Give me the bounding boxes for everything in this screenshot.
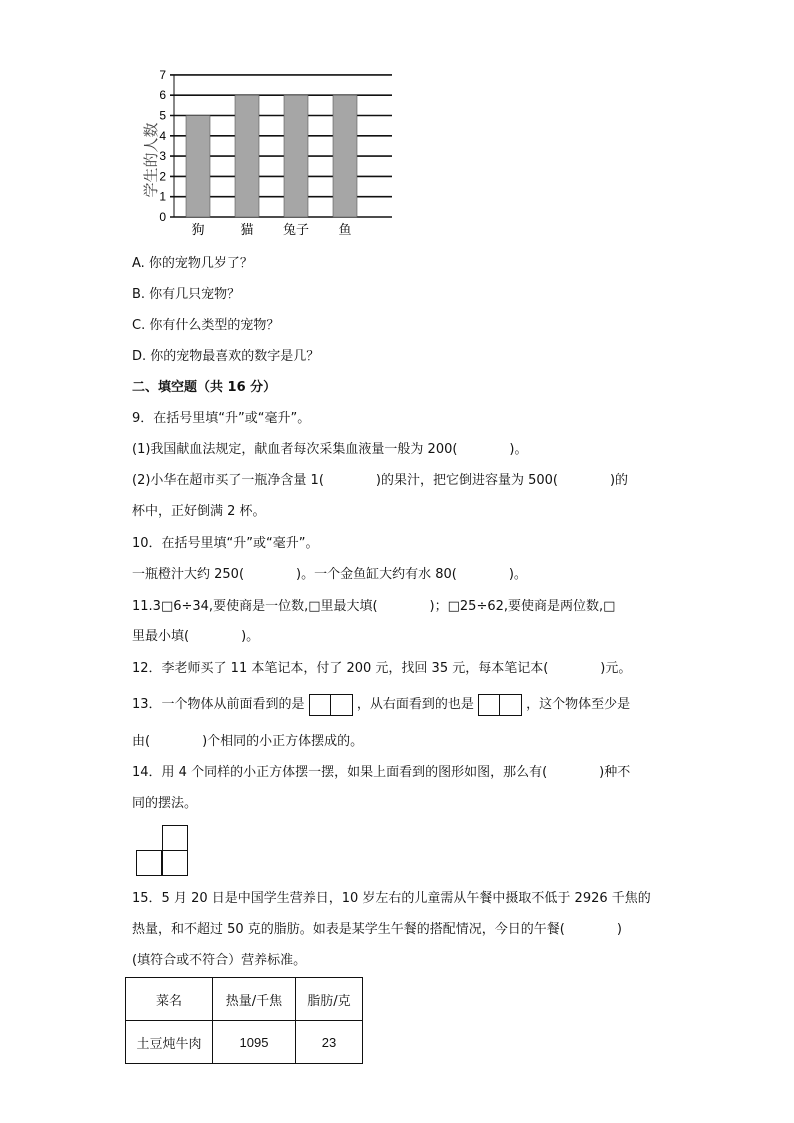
chart-x-categories (191, 223, 351, 238)
bar (186, 116, 210, 218)
y-tick-label: 4 (159, 128, 166, 143)
q15-line2: 热量，和不超过 50 克的脂肪。如表是某学生午餐的搭配情况，今日的午餐( ) (132, 922, 622, 937)
q14-line2: 同的摆法。 (132, 796, 198, 811)
option-c: C. 你有什么类型的宠物？ (132, 318, 280, 333)
q15-line1: 15．5 月 20 日是中国学生营养日，10 岁左右的儿童需从午餐中摄取不低于 2926 千焦的 (132, 891, 651, 906)
x-category-label: 兔子 (282, 223, 310, 238)
right-view-figure (478, 694, 522, 716)
y-tick-label: 2 (159, 169, 166, 184)
cell-fat: 23 (296, 1021, 363, 1064)
bar (284, 95, 308, 217)
front-view-figure (309, 694, 353, 716)
option-a: A. 你的宠物几岁了？ (132, 256, 253, 271)
q15-line3: (填符合或不符合）营养标准。 (132, 953, 307, 968)
y-tick-label: 7 (159, 67, 166, 82)
lunch-table (125, 977, 363, 1064)
y-tick-label: 3 (159, 149, 166, 164)
q13-part-b: ，从右面看到的也是 (356, 697, 474, 712)
chart-y-ticks (159, 68, 166, 224)
q9-part1: (1)我国献血法规定，献血者每次采集血液量一般为 200( )。 (132, 442, 528, 457)
y-tick-label: 0 (159, 210, 166, 224)
y-tick-label: 5 (159, 108, 166, 123)
header-dish: 菜名 (126, 978, 213, 1021)
section-title-fill-blank: 二、填空题（共 16 分） (132, 380, 277, 395)
option-b: B. 你有几只宠物？ (132, 287, 241, 302)
y-tick-label: 6 (159, 88, 166, 103)
x-category-label: 狗 (191, 223, 205, 238)
option-d: D. 你的宠物最喜欢的数字是几？ (132, 349, 320, 364)
x-category-label: 猫 (240, 223, 254, 238)
q11-line2: 里最小填( )。 (132, 629, 260, 644)
q11-line1: 11.3□6÷34,要使商是一位数,□里最大填( )；□25÷62,要使商是两位数,□ (132, 599, 616, 614)
table-header-row (126, 978, 363, 1021)
pet-bar-chart (140, 65, 400, 245)
cell-dish: 土豆炖牛肉 (126, 1021, 213, 1064)
q13-line1 (132, 692, 630, 718)
q10-stem: 10．在括号里填“升”或“毫升”。 (132, 536, 319, 551)
q9-stem: 9．在括号里填“升”或“毫升”。 (132, 411, 311, 426)
q14-line1: 14．用 4 个同样的小正方体摆一摆，如果上面看到的图形如图，那么有( )种不 (132, 765, 631, 780)
chart-y-label: 学生的人数 (142, 122, 160, 198)
header-fat: 脂肪/克 (296, 978, 363, 1021)
table-row (126, 1021, 363, 1064)
y-tick-label: 1 (159, 189, 166, 204)
cell-energy: 1095 (213, 1021, 296, 1064)
q12-text: 12．李老师买了 11 本笔记本，付了 200 元，找回 35 元，每本笔记本( )元。 (132, 661, 632, 676)
bar (333, 95, 357, 217)
bar (235, 95, 259, 217)
q9-part2: (2)小华在超市买了一瓶净含量 1( )的果汁，把它倒进容量为 500( )的 (132, 473, 629, 488)
q9-part2-cont: 杯中，正好倒满 2 杯。 (132, 504, 266, 519)
q13-line2: 由( )个相同的小正方体摆成的。 (132, 734, 364, 749)
header-energy: 热量/千焦 (213, 978, 296, 1021)
x-category-label: 鱼 (338, 223, 352, 238)
q10-body: 一瓶橙汁大约 250( )。一个金鱼缸大约有水 80( )。 (132, 567, 527, 582)
q13-part-a: 13．一个物体从前面看到的是 (132, 697, 305, 712)
q13-part-c: ，这个物体至少是 (526, 697, 631, 712)
